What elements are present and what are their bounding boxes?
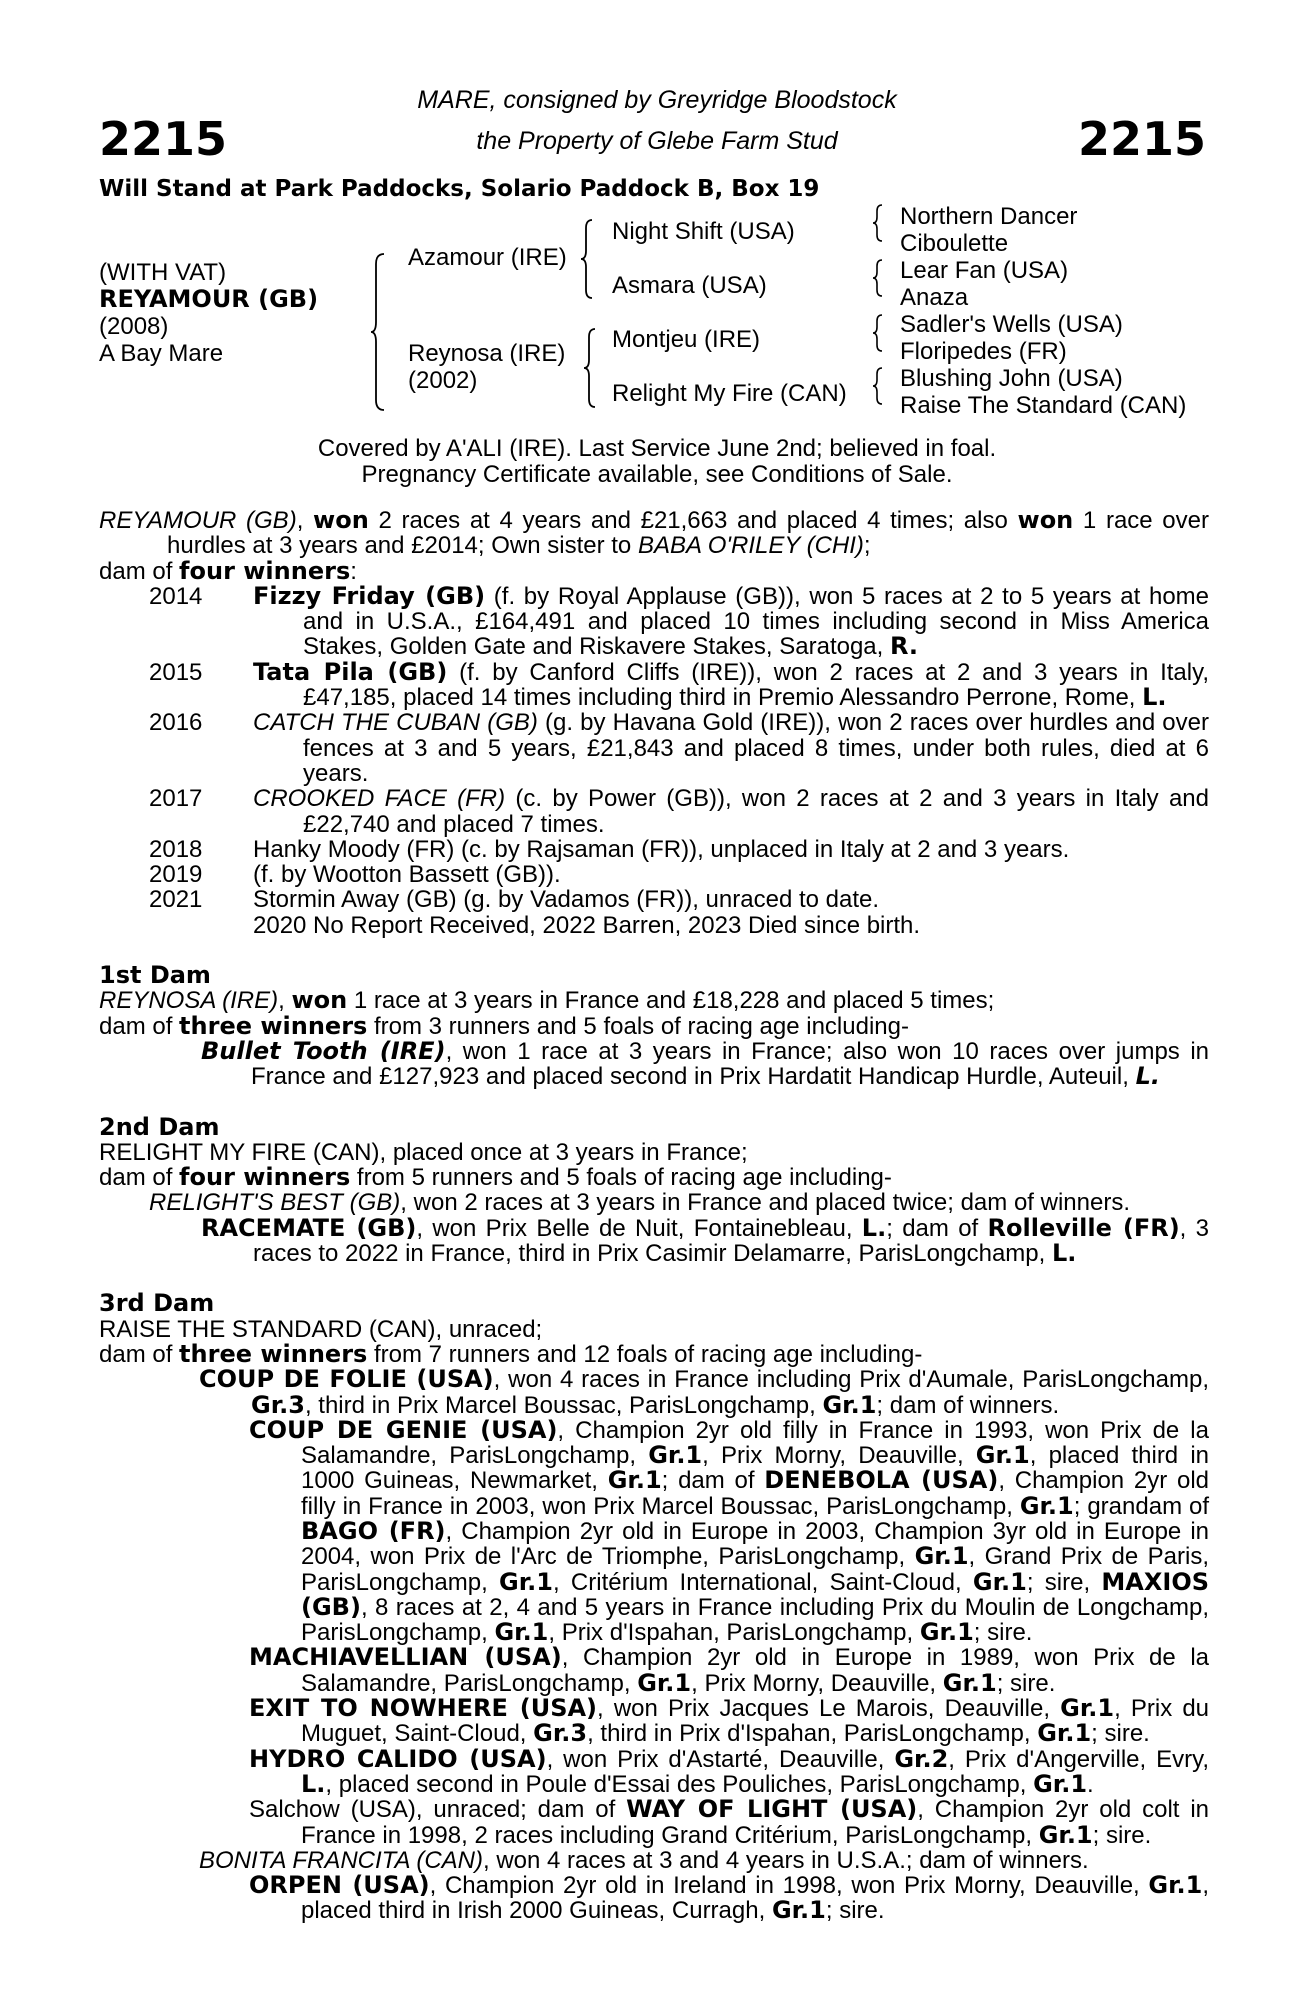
catalogue-body (99, 508, 1209, 1924)
third-dam-foal: COUP DE FOLIE (USA), won 4 races in France including Prix d'Aumale, ParisLongchamp, Gr.3, third in Prix Marcel Boussac, ParisLongchamp, Gr.1; dam of winners. (199, 1365, 1209, 1419)
first-dam-record: REYNOSA (IRE), won 1 race at 3 years in France and £18,228 and placed 5 times; (99, 986, 995, 1015)
first-dam-foal: Bullet Tooth (IRE), won 1 race at 3 years in France; also won 10 races over jumps in France and £127,923 and placed second in Prix Hardatit Handicap Hurdle, Auteuil, L. (201, 1036, 1209, 1091)
produce-row: 2017 CROOKED FACE (FR) (c. by Power (GB)), won 2 races at 2 and 3 years in Italy and £22,740 and placed 7 times. (149, 785, 1209, 838)
stand-location: Will Stand at Park Paddocks, Solario Paddock B, Box 19 (99, 176, 820, 202)
gg-name: Floripedes (FR) (900, 338, 1067, 365)
lot-number-left: 2215 (99, 112, 228, 166)
produce-note: 2020 No Report Received, 2022 Barren, 2023 Died since birth. (253, 911, 921, 939)
second-dam-foal: RELIGHT'S BEST (GB), won 2 races at 3 years in France and placed twice; dam of winners. (149, 1189, 1130, 1217)
produce-row: 2016 CATCH THE CUBAN (GB) (g. by Havana Gold (IRE)), won 2 races over hurdles and over fences at 3 and 5 years, £21,843 and placed 8 times, under both rules, died at 6 years. (149, 709, 1209, 787)
third-dam-heading: 3rd Dam (99, 1289, 215, 1318)
third-dam-grandfoal: ORPEN (USA), Champion 2yr old in Ireland in 1998, won Prix Morny, Deauville, Gr.1, placed third in Irish 2000 Guineas, Curragh, Gr.1; sire. (249, 1871, 1210, 1925)
produce-row: 2014 Fizzy Friday (GB) (f. by Royal Applause (GB)), won 5 races at 2 to 5 years at home and in U.S.A., £164,491 and placed 10 times including second in Miss America Stakes, Golden Gate and Riskavere Stakes, Saratoga, R. (149, 581, 1210, 661)
second-dam-grandfoal: RACEMATE (GB), won Prix Belle de Nuit, Fontainebleau, L.; dam of Rolleville (FR), 3 races to 2022 in France, third in Prix Casimir Delamarre, ParisLongchamp, L. (201, 1213, 1210, 1268)
third-dam-grandfoal: MACHIAVELLIAN (USA), Champion 2yr old in Europe in 1989, won Prix de la Salamandre, ParisLongchamp, Gr.1, Prix Morny, Deauville, Gr.1; sire. (249, 1643, 1209, 1697)
gg-name: Ciboulette (900, 230, 1009, 257)
third-dam-produce: dam of three winners from 7 runners and 12 foals of racing age including- (99, 1339, 923, 1368)
pedigree-brace-gg2 (872, 258, 888, 298)
first-dam-heading: 1st Dam (99, 961, 211, 990)
vat-note: (WITH VAT) (99, 259, 227, 286)
horse-name: REYAMOUR (GB) (99, 285, 319, 313)
pedigree-brace-dam (583, 327, 601, 409)
gg-name: Raise The Standard (CAN) (900, 392, 1187, 419)
dam-year: (2002) (408, 367, 478, 394)
produce-row: 2015 Tata Pila (GB) (f. by Canford Cliffs (IRE)), won 2 races at 2 and 3 years in Italy, £47,185, placed 14 times including third in Premio Alessandro Perrone, Rome, L. (149, 657, 1209, 712)
gg-name: Blushing John (USA) (900, 365, 1123, 392)
horse-description: A Bay Mare (99, 340, 224, 367)
dam-sire-name: Montjeu (IRE) (612, 326, 761, 353)
mare-record: REYAMOUR (GB), won 2 races at 4 years and £21,663 and placed 4 times; also won 1 race over hurdles at 3 years and £2014; Own sister to BABA O'RILEY (CHI); (99, 506, 1209, 560)
pedigree-brace-gg4 (872, 366, 888, 406)
horse-year: (2008) (99, 313, 169, 340)
sire-sire-name: Night Shift (USA) (612, 218, 795, 245)
gg-name: Sadler's Wells (USA) (900, 311, 1123, 338)
second-dam-produce: dam of four winners from 5 runners and 5 foals of racing age including- (99, 1163, 892, 1192)
gg-name: Anaza (900, 284, 969, 311)
produce-row: 2019 (f. by Wootton Bassett (GB)). (149, 861, 561, 889)
gg-name: Northern Dancer (900, 203, 1078, 230)
produce-row: 2021 Stormin Away (GB) (g. by Vadamos (FR)), unraced to date. (149, 886, 880, 914)
second-dam-heading: 2nd Dam (99, 1112, 220, 1141)
second-dam-record: RELIGHT MY FIRE (CAN), placed once at 3 years in France; (99, 1138, 748, 1166)
pedigree-brace-gg1 (872, 203, 888, 243)
pregnancy-line: Pregnancy Certificate available, see Conditions of Sale. (361, 461, 953, 488)
third-dam-grandfoal: EXIT TO NOWHERE (USA), won Prix Jacques Le Marois, Deauville, Gr.1, Prix du Muguet, Saint-Cloud, Gr.3, third in Prix d'Ispahan, ParisLongchamp, Gr.1; sire. (249, 1694, 1210, 1748)
lot-number-right: 2215 (1077, 112, 1206, 166)
third-dam-foal: BONITA FRANCITA (CAN), won 4 races at 3 and 4 years in U.S.A.; dam of winners. (199, 1846, 1089, 1874)
dam-name: Reynosa (IRE) (408, 340, 566, 367)
produce-row: 2018 Hanky Moody (FR) (c. by Rajsaman (FR)), unplaced in Italy at 2 and 3 years. (149, 835, 1070, 863)
pedigree-brace-main (370, 252, 390, 412)
sire-dam-name: Asmara (USA) (612, 272, 767, 299)
pedigree-brace-sire (580, 218, 598, 300)
third-dam-record: RAISE THE STANDARD (CAN), unraced; (99, 1315, 543, 1343)
mare-produce-intro: dam of four winners: (99, 556, 357, 585)
third-dam-grandfoal: HYDRO CALIDO (USA), won Prix d'Astarté, Deauville, Gr.2, Prix d'Angerville, Evry, L., placed second in Poule d'Essai des Pouliches, ParisLongchamp, Gr.1. (249, 1744, 1209, 1798)
gg-name: Lear Fan (USA) (900, 257, 1069, 284)
dam-dam-name: Relight My Fire (CAN) (612, 380, 847, 407)
sire-name: Azamour (IRE) (408, 244, 567, 271)
mare-name: REYAMOUR (GB) (99, 507, 297, 534)
covering-line: Covered by A'ALI (IRE). Last Service June 2nd; believed in foal. (317, 435, 997, 462)
pedigree-brace-gg3 (872, 313, 888, 353)
third-dam-grandfoal: COUP DE GENIE (USA), Champion 2yr old filly in France in 1993, won Prix de la Salamandre, ParisLongchamp, Gr.1, Prix Morny, Deauville, Gr.1, placed third in 1000 Guineas, Newmarket, Gr.1; dam of DENEBOLA (USA), Champion 2yr old filly in France in 2003, won Prix Marcel Boussac, ParisLongchamp, Gr.1; grandam of BAGO (FR), Champion 2yr old in Europe in 2003, Champion 3yr old in Europe in 2004, won Prix de l'Arc de Triomphe, ParisLongchamp, Gr.1, Grand Prix de Paris, ParisLongchamp, Gr.1, Critérium International, Saint-Cloud, Gr.1; sire, MAXIOS (GB), 8 races at 2, 4 and 5 years in France including Prix du Moulin de Longchamp, ParisLongchamp, Gr.1, Prix d'Ispahan, ParisLongchamp, Gr.1; sire. (249, 1415, 1210, 1647)
consignor-line: MARE, consigned by Greyridge Bloodstock (417, 86, 897, 114)
property-line: the Property of Glebe Farm Stud (476, 127, 838, 155)
first-dam-produce: dam of three winners from 3 runners and 5 foals of racing age including- (99, 1011, 909, 1040)
third-dam-grandfoal: Salchow (USA), unraced; dam of WAY OF LIGHT (USA), Champion 2yr old colt in France in 1998, 2 races including Grand Critérium, ParisLongchamp, Gr.1; sire. (249, 1795, 1210, 1849)
